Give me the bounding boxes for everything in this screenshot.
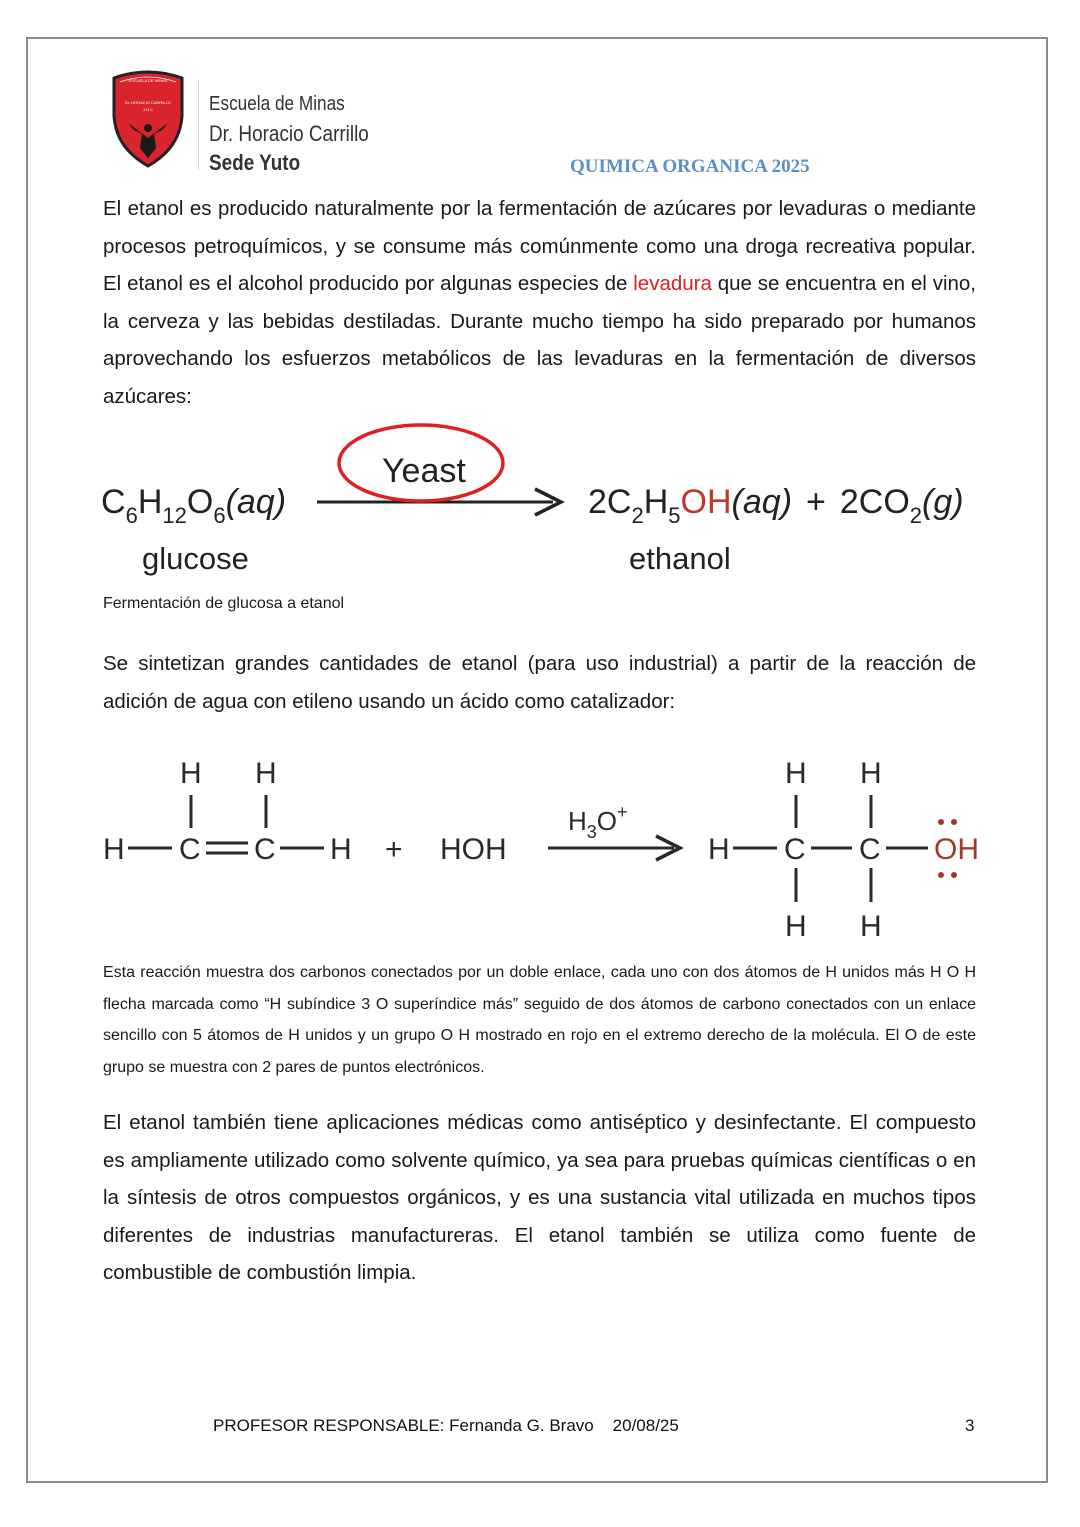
co2-sub: 2 xyxy=(909,503,923,528)
reaction1-plus: + xyxy=(806,483,826,521)
ethanol-h-bottom-2: H xyxy=(860,910,882,943)
hydration-reaction xyxy=(100,750,990,950)
ethylene-h-top-2: H xyxy=(255,757,277,790)
co2-coef: 2 xyxy=(839,483,859,521)
caption-fermentation: Fermentación de glucosa a etanol xyxy=(103,595,345,612)
page-number: 3 xyxy=(965,1416,975,1435)
ethanol-h-top-2: H xyxy=(860,757,882,790)
logo-text-mid: Dr. HORACIO CARRILLO xyxy=(124,100,172,105)
footer xyxy=(213,1416,679,1436)
school-line-2: Dr. Horacio Carrillo xyxy=(209,121,369,146)
logo-text-top: ESCUELA DE MINAS xyxy=(128,78,168,83)
ethylene-h-top-1: H xyxy=(180,757,202,790)
glucose-o: O xyxy=(186,483,214,521)
glucose-h-sub: 12 xyxy=(162,503,187,528)
glucose-h: H xyxy=(137,483,163,521)
logo-divider xyxy=(198,80,199,170)
ethanol-oh: OH xyxy=(680,483,732,521)
ethylene-h-left: H xyxy=(103,833,125,866)
yeast-label: Yeast xyxy=(382,452,466,490)
glucose-state: (aq) xyxy=(225,483,287,521)
co2-state: (g) xyxy=(922,483,964,521)
ethylene-c-2: C xyxy=(254,833,276,866)
paragraph-intro xyxy=(103,190,976,415)
catalyst-o: O xyxy=(596,806,618,836)
reaction2-plus: + xyxy=(385,833,403,866)
fermentation-reaction xyxy=(95,415,995,585)
glucose-c-sub: 6 xyxy=(125,503,138,528)
logo-text-sub: J.N.C xyxy=(143,107,153,112)
ethanol-h-left: H xyxy=(708,833,730,866)
school-line-1: Escuela de Minas xyxy=(209,93,345,115)
catalyst-sup-plus: + xyxy=(617,802,628,822)
ethanol-oh-group: OH xyxy=(934,833,979,866)
water-hoh: HOH xyxy=(440,833,507,866)
paragraph-applications: El etanol también tiene aplicaciones médicas como antiséptico y desinfectante. El compuesto es ampliamente utilizado como solvente químico, ya sea para pruebas químicas científicas o en la síntesis de otros compuestos orgánicos, y es una sustancia vital utilizada en muchos tipos diferentes de industrias manufactureras. El etanol también se utiliza como fuente de combustible de combustión limpia. xyxy=(103,1111,976,1284)
caption-hydration: Esta reacción muestra dos carbonos conectados por un doble enlace, cada uno con dos átomos de H unidos más H O H flecha marcada como “H subíndice 3 O superíndice más” seguido de dos átomos de carbono conectados con un enlace sencillo con 5 átomos de H unidos y un grupo O H mostrado en rojo en el extremo derecho de la molécula. El O de este grupo se muestra con 2 pares de puntos electrónicos. xyxy=(103,964,976,1076)
ethanol-h-top-1: H xyxy=(785,757,807,790)
course-title: QUIMICA ORGANICA 2025 xyxy=(570,156,810,177)
glucose-o-sub: 6 xyxy=(213,503,226,528)
ethanol-state: (aq) xyxy=(731,483,793,521)
ethanol-label: ethanol xyxy=(629,541,731,576)
acid-catalyst-label xyxy=(568,802,628,842)
ethanol-h: H xyxy=(643,483,669,521)
school-line-3: Sede Yuto xyxy=(209,150,301,175)
ethanol-c-sub: 2 xyxy=(631,503,644,528)
levadura-link[interactable]: levadura xyxy=(633,272,712,295)
footer-date: 20/08/25 xyxy=(612,1416,679,1435)
ethanol-c-2: C xyxy=(859,833,881,866)
catalyst-h: H xyxy=(568,806,587,836)
ethanol-h-bottom-1: H xyxy=(785,910,807,943)
ethanol-c: C xyxy=(606,483,632,521)
ethanol-coef: 2 xyxy=(588,483,607,521)
paragraph-intro-start: El etanol es producido naturalmente por la fermentación de azúcares por levaduras o mediante procesos petroquímicos, y se consume más comúnmente como una droga recreativa popular. El etanol es el alcohol producido por algunas especies de xyxy=(103,197,976,295)
ethanol-h-sub: 5 xyxy=(668,503,681,528)
ethylene-h-right: H xyxy=(330,833,352,866)
svg-text:C6H12O6(aq) xyxy=(101,483,286,528)
co2-co: CO xyxy=(858,483,910,521)
footer-teacher: PROFESOR RESPONSABLE: Fernanda G. Bravo xyxy=(213,1416,594,1435)
ethanol-c-1: C xyxy=(784,833,806,866)
svg-text:2C2H5OH(aq)+2CO2(g) xyxy=(588,483,964,528)
paragraph-synthesis: Se sintetizan grandes cantidades de etanol (para uso industrial) a partir de la reacción de adición de agua con etileno usando un ácido como catalizador: xyxy=(103,652,976,713)
school-name xyxy=(209,90,395,177)
school-logo xyxy=(108,68,188,168)
catalyst-sub-3: 3 xyxy=(586,822,597,842)
glucose-label: glucose xyxy=(142,541,249,576)
glucose-c: C xyxy=(101,483,126,521)
paragraph-intro-end: que se encuentra en el vino, la cerveza y las bebidas destiladas. Durante mucho tiempo ha sido preparado por humanos aprovechando los esfuerzos metabólicos de las levaduras en la fermentación de diversos azúcares: xyxy=(103,272,976,408)
ethylene-c-1: C xyxy=(179,833,201,866)
